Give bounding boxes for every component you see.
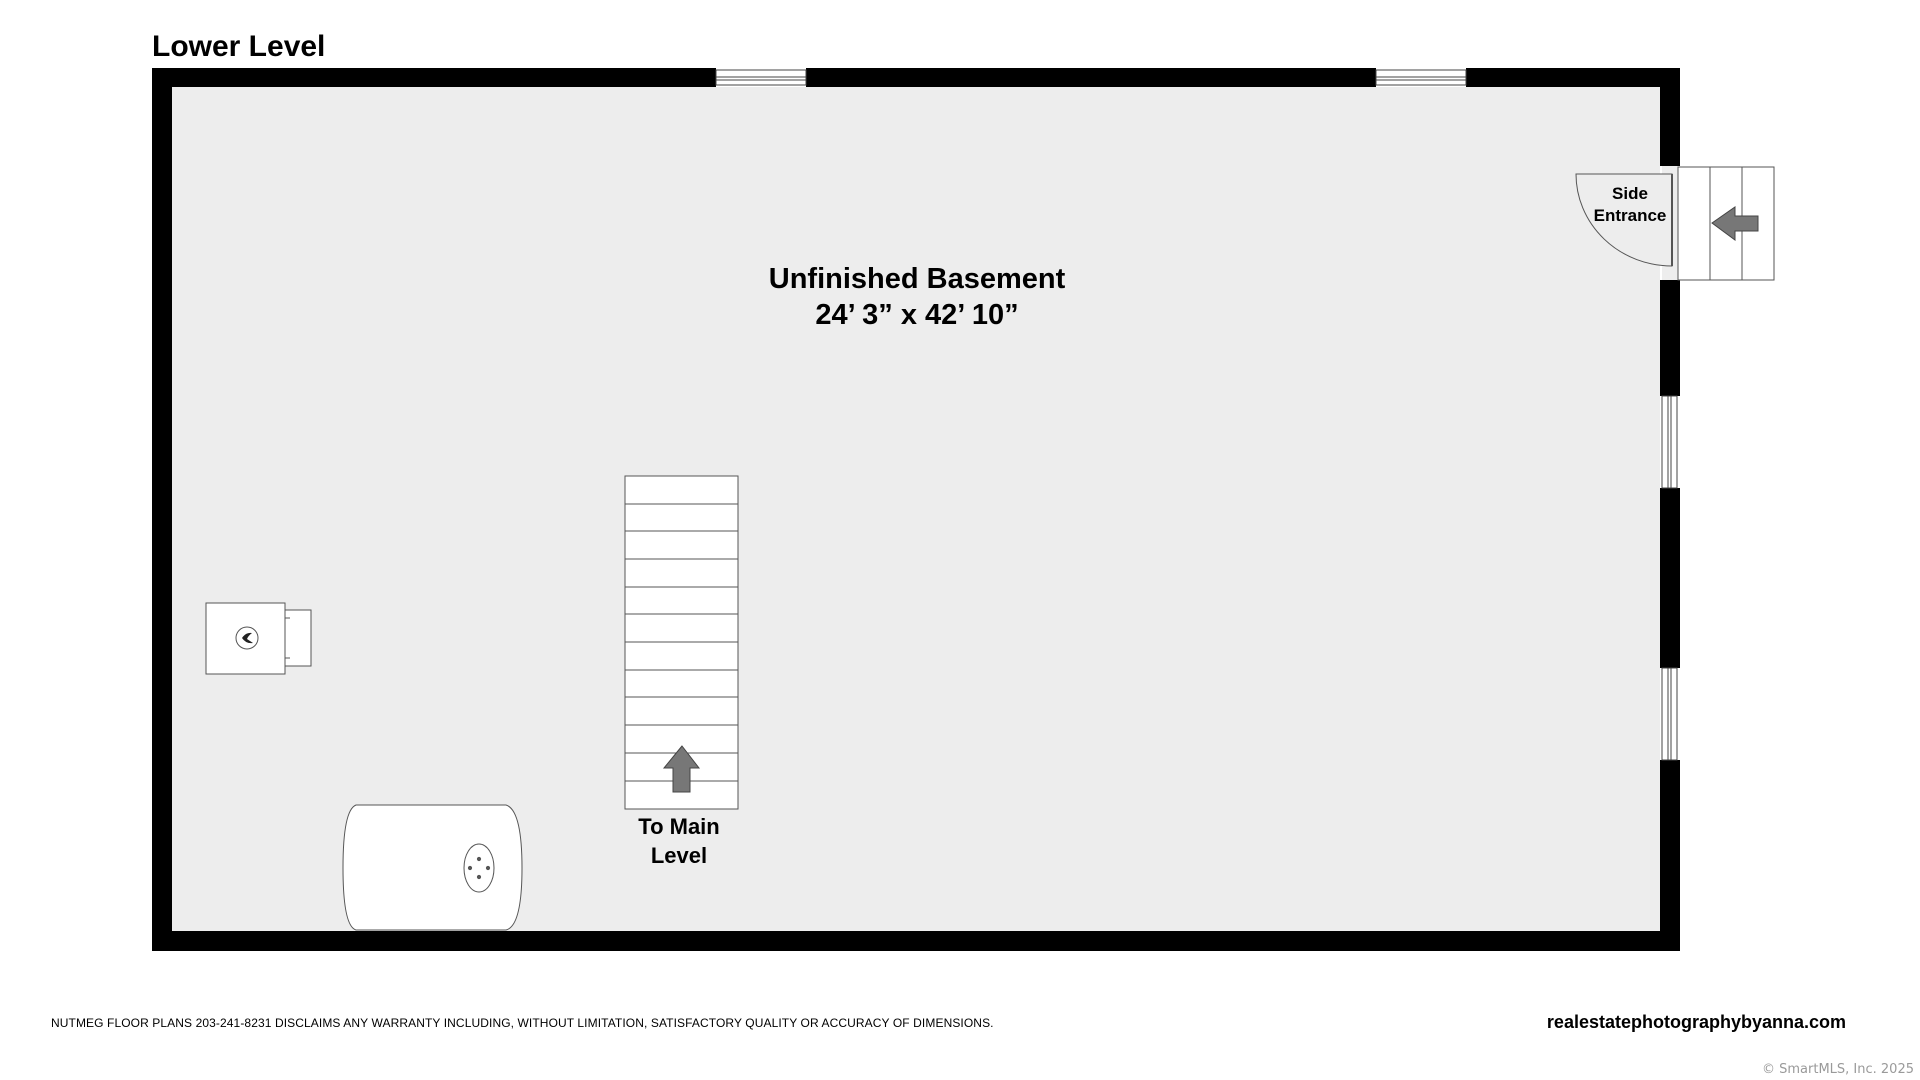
level-title: Lower Level — [152, 30, 326, 63]
furnace — [206, 603, 311, 674]
window-top-right — [1376, 70, 1466, 85]
copyright-notice: © SmartMLS, Inc. 2025 — [1761, 1062, 1914, 1077]
stairs-label-line1: To Main — [638, 814, 720, 839]
disclaimer: NUTMEG FLOOR PLANS 203-241-8231 DISCLAIMS ANY WARRANTY INCLUDING, WITHOUT LIMITATION, SATISFACTORY QUALITY OR ACCURACY OF DIMENSIONS. — [51, 1016, 994, 1030]
basement-floor — [172, 87, 1660, 931]
stairs-label-line2: Level — [650, 843, 708, 868]
room-name: Unfinished Basement — [768, 263, 1066, 295]
tank-icon — [343, 805, 522, 930]
window-right-lower — [1662, 668, 1677, 760]
website-link[interactable]: realestatephotographybyanna.com — [1546, 1012, 1846, 1032]
room-dimensions: 24’ 3” x 42’ 10” — [815, 299, 1019, 331]
side-entrance-label-line2: Entrance — [1593, 206, 1667, 225]
side-entrance-label-line1: Side — [1612, 184, 1648, 203]
window-right-upper — [1662, 396, 1677, 488]
window-top-left — [716, 70, 806, 85]
